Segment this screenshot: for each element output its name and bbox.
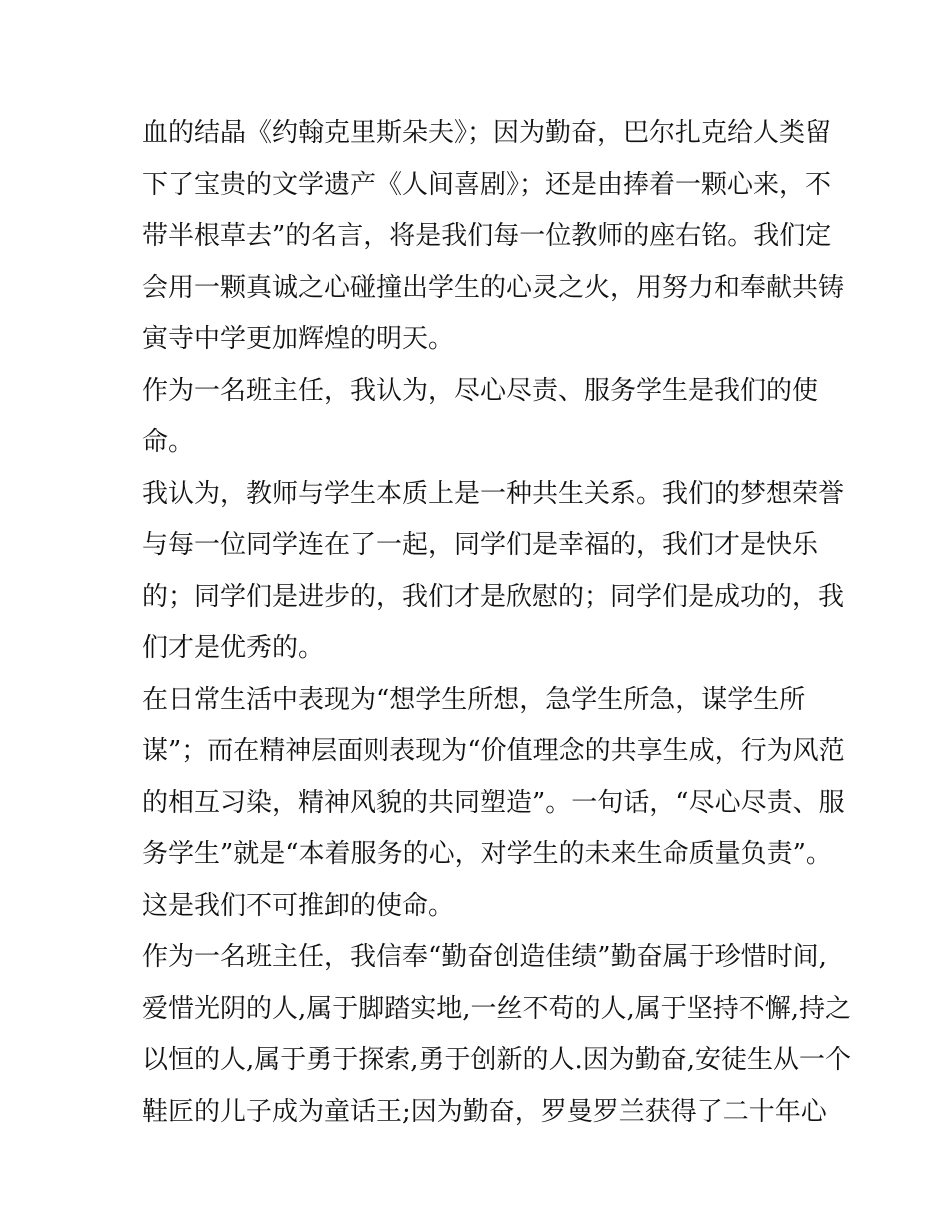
text-line: 下了宝贵的文学遗产《人间喜剧》；还是由捧着一颗心来，不	[142, 169, 832, 200]
text-line: 带半根草去”的名言，将是我们每一位教师的座右铭。我们定	[142, 221, 832, 251]
text-line: 们才是优秀的。	[142, 633, 325, 663]
text-line: 血的结晶《约翰克里斯朵夫》；因为勤奋，巴尔扎克给人类留	[142, 118, 832, 148]
body-text	[142, 108, 852, 1138]
text-line: 寅寺中学更加辉煌的明天。	[142, 324, 455, 354]
text-line: 鞋匠的儿子成为童话王;因为勤奋，罗曼罗兰获得了二十年心	[142, 1096, 827, 1127]
text-line: 爱惜光阴的人,属于脚踏实地,一丝不苟的人,属于坚持不懈,持之	[142, 993, 852, 1024]
text-line: 我认为，教师与学生本质上是一种共生关系。我们的梦想荣誉	[142, 478, 845, 509]
text-line: 的；同学们是进步的，我们才是欣慰的；同学们是成功的，我	[142, 581, 845, 612]
text-line: 这是我们不可推卸的使命。	[142, 890, 455, 921]
text-line: 与每一位同学连在了一起，同学们是幸福的，我们才是快乐	[142, 530, 819, 560]
text-line: 会用一颗真诚之心碰撞出学生的心灵之火，用努力和奉献共铸	[142, 272, 845, 303]
text-line: 以恒的人,属于勇于探索,勇于创新的人.因为勤奋,安徒生从一个	[142, 1045, 852, 1075]
text-line: 谋”；而在精神层面则表现为“价值理念的共享生成，行为风范	[142, 736, 845, 766]
text-line: 在日常生活中表现为“想学生所想，急学生所急，谋学生所	[142, 684, 806, 715]
text-line: 作为一名班主任，我信奉“勤奋创造佳绩”勤奋属于珍惜时间,	[142, 942, 827, 972]
text-line: 命。	[142, 427, 195, 457]
text-line: 务学生”就是“本着服务的心，对学生的未来生命质量负责”。	[142, 839, 832, 869]
text-line: 的相互习染，精神风貌的共同塑造”。一句话，“尽心尽责、服	[142, 787, 845, 818]
text-line: 作为一名班主任，我认为，尽心尽责、服务学生是我们的使	[142, 375, 819, 406]
